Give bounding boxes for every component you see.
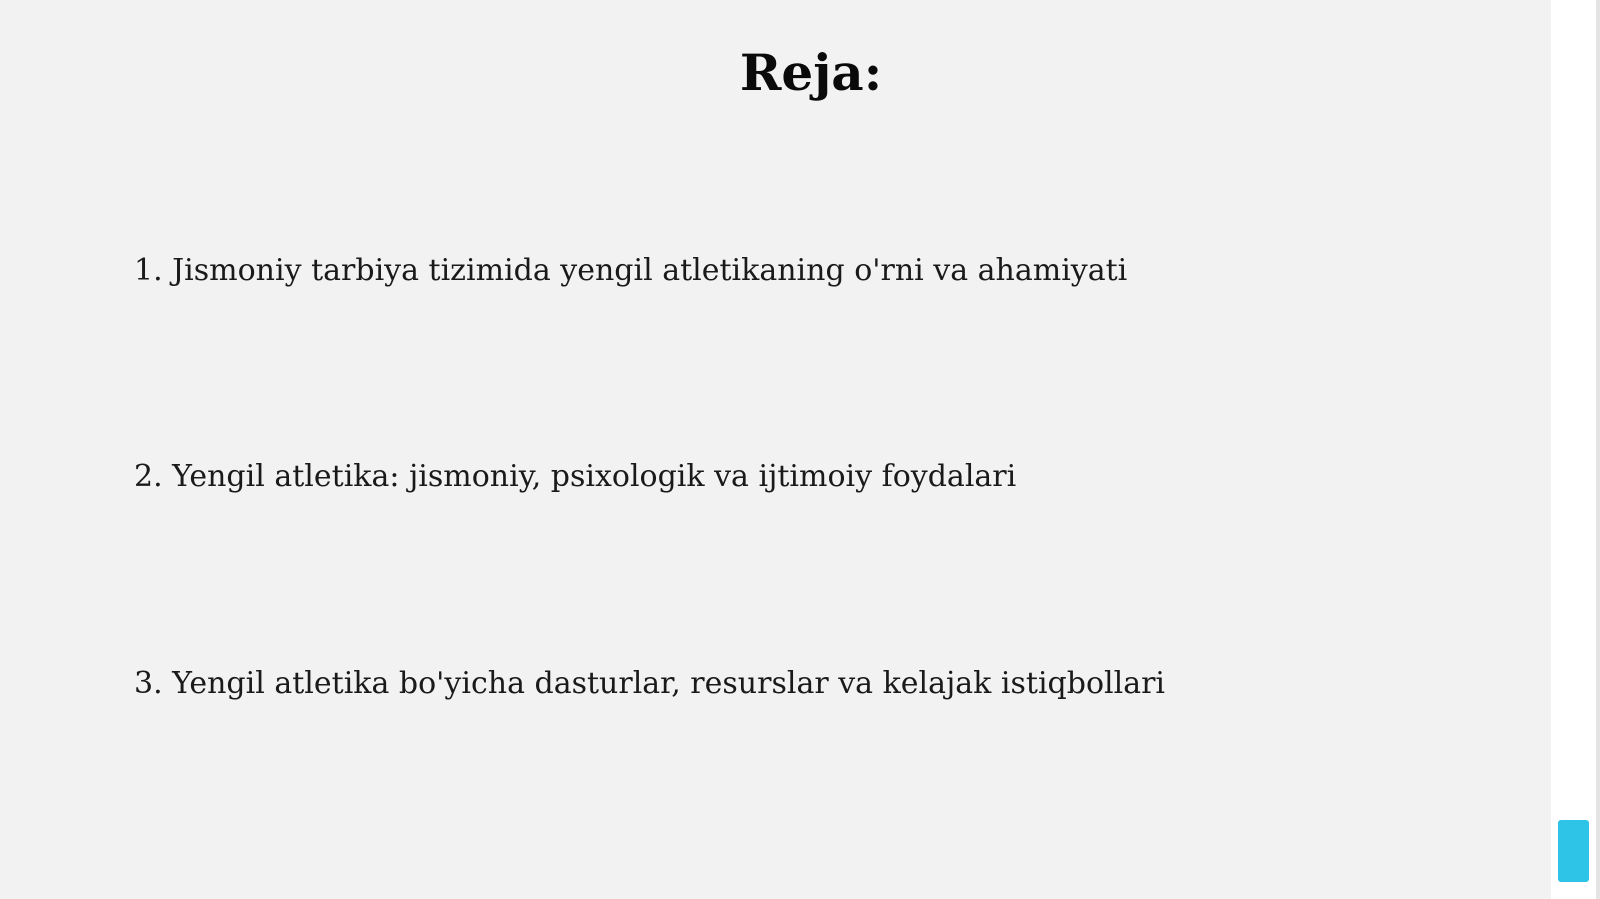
plan-item-1: 1. Jismoniy tarbiya tizimida yengil atletikaning o'rni va ahamiyati — [134, 253, 1128, 288]
side-tab-button[interactable] — [1558, 820, 1589, 882]
slide-title: Reja: — [739, 43, 883, 102]
scrollbar-track[interactable] — [1596, 0, 1600, 899]
right-margin-strip — [1551, 0, 1600, 899]
plan-item-3: 3. Yengil atletika bo'yicha dasturlar, resurslar va kelajak istiqbollari — [134, 666, 1166, 701]
plan-item-2: 2. Yengil atletika: jismoniy, psixologik va ijtimoiy foydalari — [134, 459, 1017, 494]
